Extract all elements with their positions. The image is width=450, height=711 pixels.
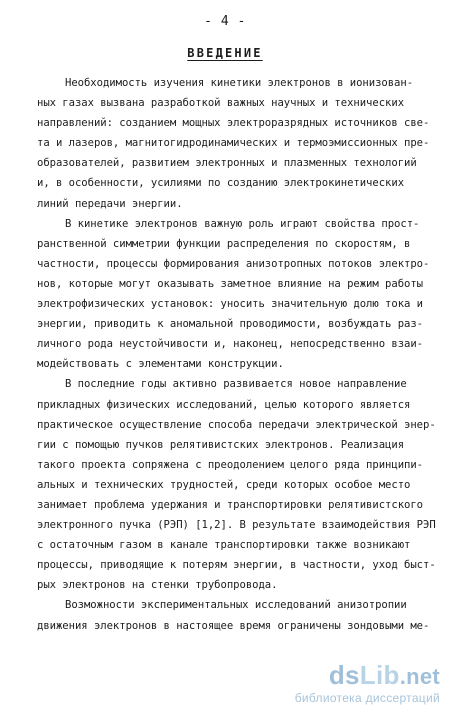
text-line: модействовать с элементами конструкции. — [37, 358, 284, 371]
text-line: частности, процессы формирования анизотропных потоков электро- — [37, 257, 430, 270]
text-line: образователей, развитием электронных и плазменных технологий — [37, 157, 417, 170]
body-text — [37, 73, 442, 636]
watermark-logo-ds: ds — [328, 660, 360, 690]
text-line: занимает проблема удержания и транспортировки релятивистского — [37, 498, 424, 511]
text-line: ных газах вызвана разработкой важных научных и технических — [37, 97, 405, 110]
text-line: электрофизических установок: уносить значительную долю тока и — [37, 298, 424, 311]
section-title — [0, 46, 450, 60]
text-line: энергии, приводить к аномальной проводимости, возбуждать раз- — [37, 318, 424, 331]
text-line: Возможности экспериментальных исследований анизотропии — [65, 599, 407, 612]
paragraph — [37, 214, 442, 375]
watermark-logo[interactable] — [295, 661, 440, 691]
text-line: движения электронов в настоящее время ограничены зондовыми ме- — [37, 619, 430, 632]
text-line: практическое осуществление способа передачи электрической энер- — [37, 418, 436, 431]
text-line: Необходимость изучения кинетики электронов в ионизован- — [65, 77, 414, 89]
text-line: электронного пучка (РЭП) [1,2]. В результате взаимодействия РЭП — [37, 519, 436, 532]
text-line: процессы, приводящие к потерям энергии, в частности, уход быст- — [37, 559, 436, 572]
watermark-logo-tld: .net — [399, 664, 440, 689]
paragraph — [37, 73, 442, 214]
text-line: направлений: созданием мощных электроразрядных источников све- — [37, 117, 430, 130]
text-line: нов, которые могут оказывать заметное влияние на режим работы — [37, 277, 424, 290]
paragraph — [37, 374, 442, 595]
text-line: личного рода неустойчивости и, наконец, непосредственно взаи- — [37, 338, 424, 351]
paragraph — [37, 595, 442, 635]
watermark-subtitle: библиотека диссертаций — [294, 691, 440, 705]
watermark[interactable] — [295, 661, 440, 705]
text-line: В последние годы активно развивается новое направление — [65, 378, 407, 391]
text-line: та и лазеров, магнитогидродинамических и термоэмиссионных пре- — [37, 137, 430, 150]
section-title-text: ВВЕДЕНИЕ — [187, 46, 263, 60]
text-line: линий передачи энергии. — [37, 197, 183, 210]
text-line: рых электронов на стенки трубопровода. — [37, 579, 278, 592]
text-line: и, в особенности, усилиями по созданию электрокинетических — [37, 177, 405, 190]
text-line: В кинетике электронов важную роль играют свойства прост- — [65, 217, 420, 230]
page-number: - 4 - — [204, 14, 246, 29]
text-line: прикладных физических исследований, целью которого является — [37, 398, 411, 411]
text-line: с остаточным газом в канале транспортировки также возникают — [37, 539, 411, 552]
text-line: ранственной симметрии функции распределения по скоростям, в — [37, 237, 411, 250]
text-line: альных и технических трудностей, среди которых особое место — [37, 478, 411, 491]
text-line: гии с помощью пучков релятивистских электронов. Реализация — [37, 438, 405, 451]
watermark-logo-lib: Lib — [359, 660, 400, 690]
text-line: такого проекта сопряжена с преодолением целого ряда принципи- — [37, 458, 424, 471]
